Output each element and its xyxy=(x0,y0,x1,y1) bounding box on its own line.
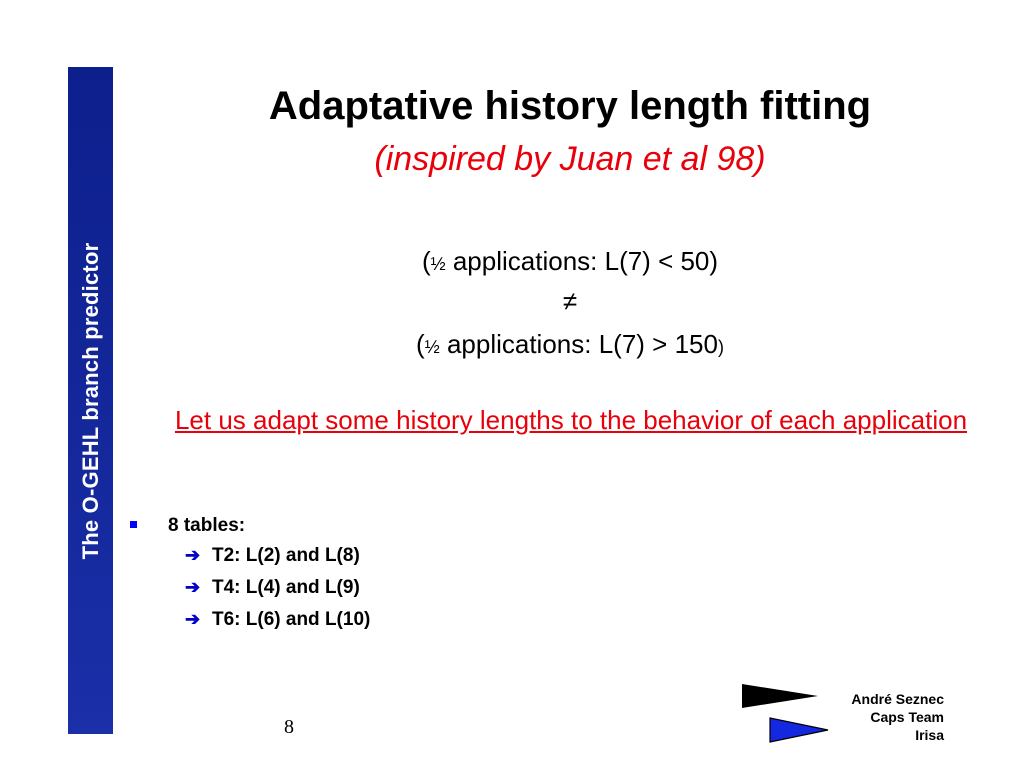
page-number: 8 xyxy=(284,716,294,738)
not-equal-sign: ≠ xyxy=(562,286,578,316)
list-item: ➔ T4: L(4) and L(9) xyxy=(185,577,360,598)
list-item: 8 tables: xyxy=(128,515,370,545)
comparison-line-1: (½ applications: L(7) < 50) xyxy=(421,246,719,276)
adapt-statement: Let us adapt some history lengths to the behavior of each application xyxy=(174,405,968,435)
slide-subtitle: (inspired by Juan et al 98) xyxy=(374,140,766,178)
arrow-right-icon: ➔ xyxy=(185,609,201,629)
comparison-line-2: (½ applications: L(7) > 150) xyxy=(416,329,724,359)
square-bullet-icon xyxy=(130,521,137,528)
author-credits xyxy=(851,690,944,744)
list-item: ➔ T6: L(6) and L(10) xyxy=(185,609,371,630)
sidebar-title: The O-GEHL branch predictor xyxy=(77,242,103,559)
list-item: ➔ T2: L(2) and L(8) xyxy=(185,545,360,566)
team-logo-icon xyxy=(740,682,830,746)
org-name: Irisa xyxy=(915,727,944,743)
bullet-list xyxy=(128,515,370,641)
arrow-right-icon: ➔ xyxy=(185,545,201,565)
slide-title: Adaptative history length fitting xyxy=(268,84,872,128)
arrow-right-icon: ➔ xyxy=(185,577,201,597)
logo-blue-pennant xyxy=(770,718,828,742)
author-name: André Seznec xyxy=(851,691,944,707)
sidebar-band xyxy=(68,67,113,734)
logo-black-pennant xyxy=(742,684,818,708)
team-name: Caps Team xyxy=(870,709,944,725)
